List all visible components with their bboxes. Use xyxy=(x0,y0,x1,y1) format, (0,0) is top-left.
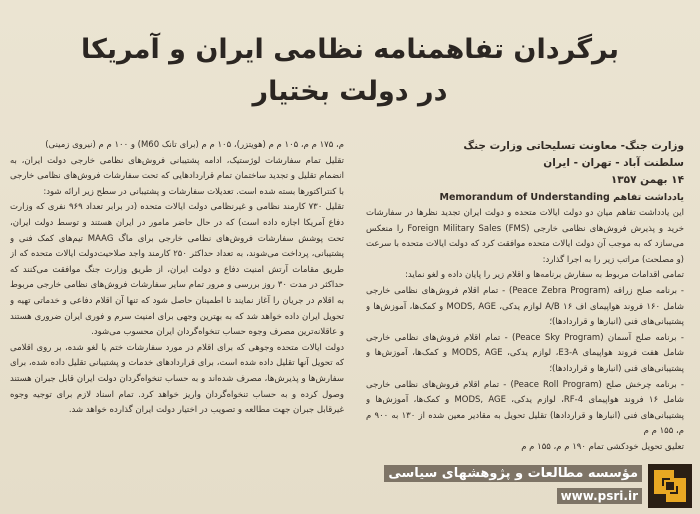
paragraph: - برنامه چرخش صلح (Peace Roll Program) - تمام اقلام فروش‌های نظامی خارجی شامل ۱۶ فروند هواپیمای RF-4، لوازم یدکی، MODS, AGE و کمک‌ها، آموزش‌ها و پشتیبانی‌های فنی (انبارها و قراردادها) تقلیل تحویل به مقادیر معین شده از ۱۳۰ به ۹۰۰ م م، ۱۵۵ م م xyxy=(366,379,684,437)
location-line: سلطنت آباد - تهران - ایران xyxy=(543,157,684,169)
watermark-org-name: مؤسسه مطالعات و پژوهشهای سیاسی xyxy=(384,465,642,482)
article-title-line1: برگردان تفاهمنامه نظامی ایران و آمریکا xyxy=(81,34,619,65)
paragraph: دولت ایالات متحده وجوهی که برای اقلام در مورد سفارشات ختم یا لغو شده، بر روی اقلامی که تحویل آنها تقلیل داده شده است، برای قراردادهای خدمات و پشتیبانی تقلیل داده شده، برای سفارش‌ها و پذیرش‌ها، مصرف شده‌اند و به حساب تنخواه‌گردان دولت ایران قابل جبران هستند وصول کرده و به حساب تنخواه‌گردان واریز خواهد کرد. تمام اسناد لازم برای توجیه وجوه غیرقابل جبران جهت مطالعه و تصویب در اختیار دولت ایران گذارده خواهد شد. xyxy=(10,342,344,416)
watermark-url[interactable]: www.psri.ir xyxy=(557,488,642,504)
paragraph: - برنامه صلح زرافه (Peace Zebra Program) - تمام اقلام فروش‌های نظامی خارجی شامل ۱۶۰ فروند هواپیمای اف ۱۶ A/B لوازم یدکی، MODS, AGE و کمک‌ها، آموزش‌ها و پشتیبانی‌های فنی (انبارها و قراردادها)؛ xyxy=(366,285,684,328)
paragraph: تقلیل ۷۳۰ کارمند نظامی و غیرنظامی دولت ایالات متحده (در برابر تعداد ۹۶۹ نفری که وزارت دفاع آمریکا اجازه داده است) که در حال حاضر مامور در ایران هستند و توسط دولت ایران، تحت پوشش سفارشات فروش‌های نظامی خارجی برای ماگ MAAG تیم‌های کمک فنی و پشتیبانی، پرداخت می‌شوند، به تعداد حداکثر ۲۵۰ کارمند واجد صلاحیت‌دولت ایالات متحده که از طریق مقامات آرتش امنیت دفاع و دولت ایران، از طریق وزارت جنگ موافقت می‌کنند که حداکثر در مدت ۳۰ روز بررسی و مرور تمام سایر سفارشات فروش‌های نظامی خارجی مربوط به اقلام در جریان را آغاز نمایند تا اطمینان حاصل شود که تنها آن اقلام دفاعی و خدماتی تهیه و تحویل ایران داده خواهد شد که به بهترین وجهی برای امنیت سرم و فوری ایران ضروری هستند و عاقلانه‌ترین مصرف وجوه حساب تنخواه‌گردان ایران محسوب می‌شود. xyxy=(10,202,344,338)
paragraph: تمامی اقدامات مربوط به سفارش برنامه‌ها و اقلام زیر را پایان داده و لغو نماید: xyxy=(405,270,684,281)
psri-logo-icon xyxy=(648,464,692,508)
paragraph: م، ۱۷۵ م م، ۱۰۵ م م (هویتزر)، ۱۰۵ م م (برای تانک M60) و ۱۰۰ م م (نیروی زمینی) xyxy=(45,140,344,150)
left-column xyxy=(10,138,344,500)
memo-label: یادداشت تفاهم Memorandum of Understanding xyxy=(439,192,684,203)
ministry-header: وزارت جنگ- معاونت تسلیحاتی وزارت جنگ xyxy=(463,140,684,152)
paragraph: - برنامه صلح آسمان (Peace Sky Program) - تمام اقلام فروش‌های نظامی خارجی شامل هفت فروند هواپیمای E3-A، لوازم یدکی، MODS, AGE و کمک‌ها، آموزش‌ها و پشتیبانی‌های فنی (انبارها و قراردادها)؛ xyxy=(366,332,684,374)
article-title-line2: در دولت بختیار xyxy=(252,76,448,107)
paragraph: این یادداشت تفاهم میان دو دولت ایالات متحده و دولت ایران تجدید نظرها در سفارشات خرید و پذیرش فروش‌های نظامی خارجی Foreign Military Sales (FMS) را منعکس می‌سازد که به موجب آن دولت ایالات متحده موافقت کرد که دولت ایالات متحده با سرعت (و مصلحت) مراتب زیر را به اجرا گذارد: xyxy=(366,208,684,265)
paragraph: تقلیل تمام سفارشات لوژستیک، ادامه پشتیبانی فروش‌های نظامی خارجی دولت ایران، به انضمام تقلیل و تجدید ساختمان تمام قراردادهایی که تحت سفارشات فروش‌های نظامی خارجی با کنتراکتورها بسته شده است. تعدیلات سفارشات و پشتیبانی در سطح زیر ارائه شود: xyxy=(10,155,344,197)
date-line: ۱۴ بهمن ۱۳۵۷ xyxy=(610,174,684,186)
right-column xyxy=(366,138,684,500)
paragraph: تعلیق تحویل خودکشی تمام ۱۹۰ م م، ۱۵۵ م م xyxy=(521,441,684,452)
